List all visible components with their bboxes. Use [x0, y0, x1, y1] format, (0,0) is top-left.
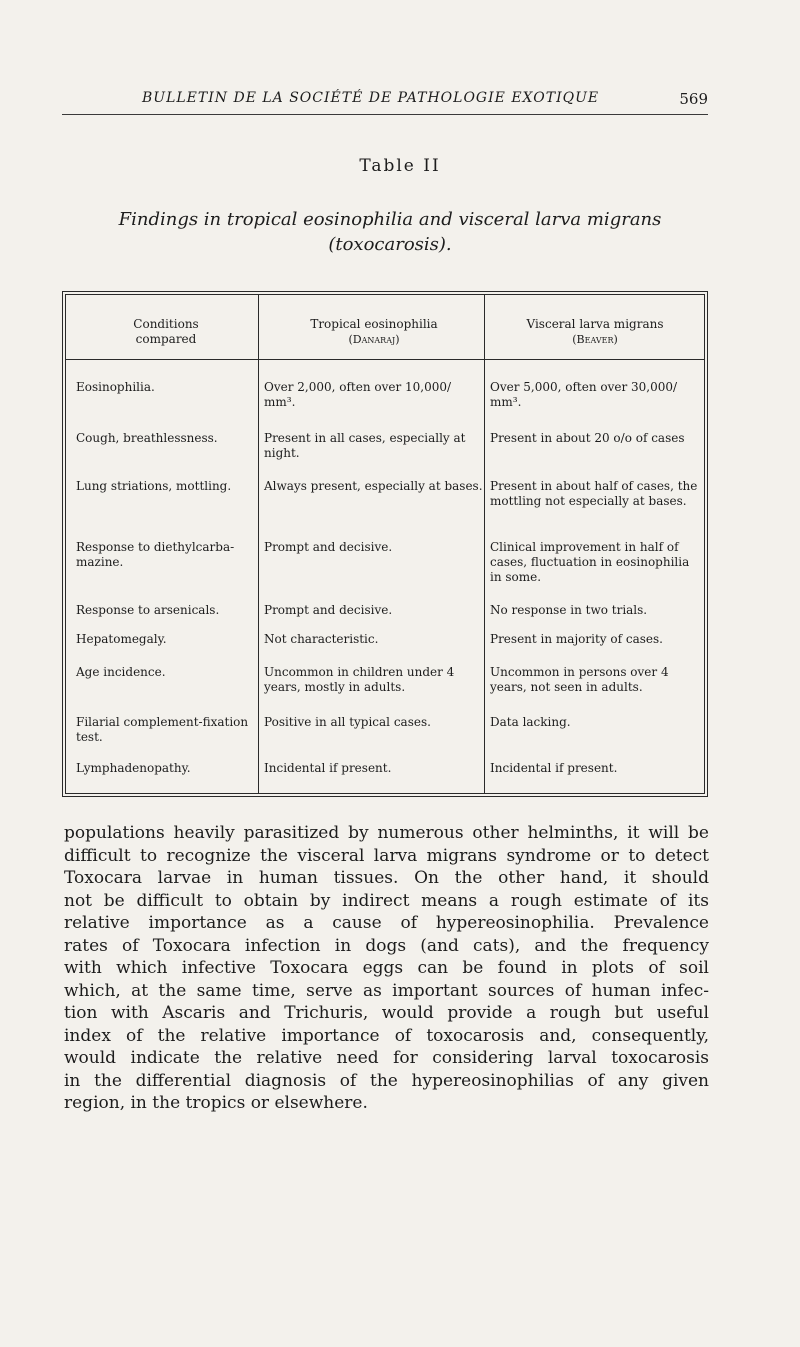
paragraph-line: difficult to recognize the visceral larva migrans syndrome or to detect	[64, 845, 709, 866]
table-cell-condition: Age incidence.	[76, 665, 166, 679]
paragraph-line: region, in the tropics or elsewhere.	[64, 1093, 368, 1113]
header-author: (Danaraj)	[348, 333, 400, 346]
table-cell-condition: Eosinophilia.	[76, 380, 155, 394]
table-cell-tropical: Always present, especially at bases.	[264, 479, 483, 493]
findings-table	[62, 291, 708, 797]
column-divider	[258, 295, 259, 793]
table-cell-tropical: Incidental if present.	[264, 761, 392, 775]
table-cell-visceral: Present in about half of cases, the mottling not especially at bases.	[490, 479, 698, 508]
table-subtitle	[100, 207, 680, 257]
paragraph-line: not be difficult to obtain by indirect means a rough estimate of its	[64, 890, 709, 911]
table-subtitle-line: (toxocarosis).	[328, 234, 452, 255]
table-cell-visceral: Present in about 20 o/o of cases	[490, 431, 685, 445]
header-text: Tropical eosinophilia	[310, 317, 438, 331]
header-tropical	[264, 317, 484, 347]
table-cell-tropical: Prompt and decisive.	[264, 540, 393, 554]
paragraph-line: rates of Toxocara infection in dogs (and cats), and the frequency	[64, 935, 709, 956]
table-cell-visceral: Data lacking.	[490, 715, 571, 729]
table-grid	[65, 294, 705, 794]
table-cell-condition: Lymphadenopathy.	[76, 761, 191, 775]
paragraph-line: in the differential diagnosis of the hypereosinophilias of any given	[64, 1070, 709, 1091]
running-header	[62, 90, 708, 115]
table-cell-tropical: Present in all cases, especially at night.	[264, 431, 466, 460]
page-number: 569	[679, 90, 708, 108]
table-cell-condition: Response to arsenicals.	[76, 603, 220, 617]
table-cell-visceral: Clinical improvement in half of cases, fluctuation in eosinophilia in some.	[490, 540, 690, 584]
table-cell-visceral: Present in majority of cases.	[490, 632, 663, 646]
header-text: Visceral larva migrans	[526, 317, 664, 331]
header-visceral	[490, 317, 700, 347]
header-divider	[66, 359, 704, 360]
body-paragraph	[64, 822, 709, 1115]
table-cell-tropical: Positive in all typical cases.	[264, 715, 431, 729]
table-cell-visceral: Over 5,000, often over 30,000/ mm³.	[490, 380, 678, 409]
header-text: Conditions	[133, 317, 199, 331]
table-cell-visceral: No response in two trials.	[490, 603, 648, 617]
paragraph-line: relative importance as a cause of hypereosinophilia. Prevalence	[64, 913, 709, 933]
table-subtitle-line: Findings in tropical eosinophilia and visceral larva migrans	[118, 209, 662, 230]
table-title: Table II	[359, 156, 441, 176]
table-cell-visceral: Incidental if present.	[490, 761, 618, 775]
paragraph-line: would indicate the relative need for considering larval toxocarosis	[64, 1048, 709, 1068]
paragraph-line: which, at the same time, serve as important sources of human infec-	[64, 980, 709, 1001]
table-cell-condition: Hepatomegaly.	[76, 632, 167, 646]
table-cell-tropical: Prompt and decisive.	[264, 603, 393, 617]
table-cell-tropical: Over 2,000, often over 10,000/ mm³.	[264, 380, 452, 409]
paragraph-line: populations heavily parasitized by numerous other helminths, it will be	[64, 823, 709, 843]
table-cell-condition: Response to diethylcarbamazine.	[76, 540, 235, 569]
table-cell-condition: Filarial complement-fixation test.	[76, 715, 249, 744]
header-author: (Beaver)	[572, 333, 618, 346]
table-cell-visceral: Uncommon in persons over 4 years, not seen in adults.	[490, 665, 669, 694]
table-cell-condition: Lung striations, mottling.	[76, 479, 232, 493]
journal-title: BULLETIN DE LA SOCIÉTÉ DE PATHOLOGIE EXOTIQUE	[142, 90, 600, 106]
header-conditions	[76, 317, 256, 347]
paragraph-line: index of the relative importance of toxocarosis and, consequently,	[64, 1025, 709, 1046]
paragraph-line: with which infective Toxocara eggs can be found in plots of soil	[64, 958, 709, 978]
table-cell-condition: Cough, breathlessness.	[76, 431, 218, 445]
paragraph-line: tion with Ascaris and Trichuris, would provide a rough but useful	[64, 1003, 709, 1023]
table-cell-tropical: Not characteristic.	[264, 632, 379, 646]
table-cell-tropical: Uncommon in children under 4 years, mostly in adults.	[264, 665, 455, 694]
header-text: compared	[135, 332, 197, 346]
paragraph-line: Toxocara larvae in human tissues. On the other hand, it should	[64, 868, 709, 888]
column-divider	[484, 295, 485, 793]
